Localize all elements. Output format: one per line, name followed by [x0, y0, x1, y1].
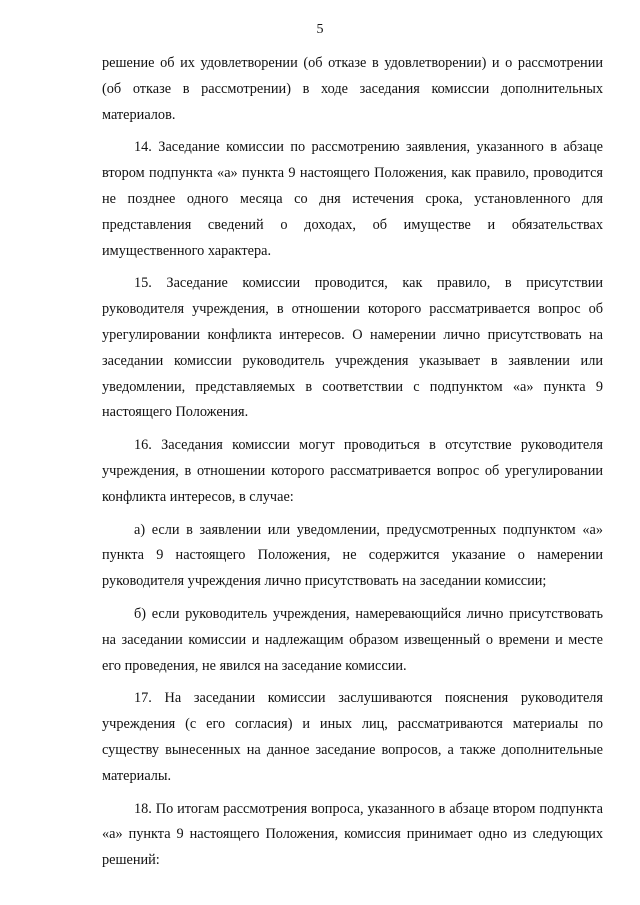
paragraph-16-b: б) если руководитель учреждения, намеревающийся лично присутствовать на заседании комиссии и надлежащим образом извещенный о времени и месте его проведения, не явился на заседание комиссии. — [102, 605, 603, 674]
paragraph-15: 15. Заседание комиссии проводится, как правило, в присутствии руководителя учреждения, в отношении которого рассматривается вопрос об урегулировании конфликта интересов. О намерении лично присутствовать на заседании комиссии руководитель учреждения указывает в заявлении или уведомлении, представляемых в соответствии с подпунктом «а» пункта 9 настоящего Положения. — [102, 275, 603, 421]
paragraph-16: 16. Заседания комиссии могут проводиться в отсутствие руководителя учреждения, в отношении которого рассматривается вопрос об урегулировании конфликта интересов, в случае: — [102, 437, 603, 505]
page-number: 5 — [316, 22, 324, 37]
paragraph-continuation: решение об их удовлетворении (об отказе в удовлетворении) и о рассмотрении (об отказе в рассмотрении) в ходе заседания комиссии дополнительных материалов. — [102, 55, 603, 123]
paragraph-17: 17. На заседании комиссии заслушиваются пояснения руководителя учреждения (с его согласия) и иных лиц, рассматриваются материалы по существу вынесенных на данное заседание вопросов, а также дополнительные материалы. — [102, 690, 603, 784]
document-body — [102, 51, 603, 874]
paragraph-14: 14. Заседание комиссии по рассмотрению заявления, указанного в абзаце втором подпункта «а» пункта 9 настоящего Положения, как правило, проводится не позднее одного месяца со дня истечения срока, установленного для представления сведений о доходах, об имуществе и обязательствах имущественного характера. — [102, 139, 603, 259]
paragraph-16-a: а) если в заявлении или уведомлении, предусмотренных подпунктом «а» пункта 9 настоящего Положения, не содержится указание о намерении руководителя учреждения лично присутствовать на заседании комиссии; — [102, 521, 603, 590]
paragraph-18: 18. По итогам рассмотрения вопроса, указанного в абзаце втором подпункта «а» пункта 9 настоящего Положения, комиссия принимает одно из следующих решений: — [102, 800, 603, 869]
